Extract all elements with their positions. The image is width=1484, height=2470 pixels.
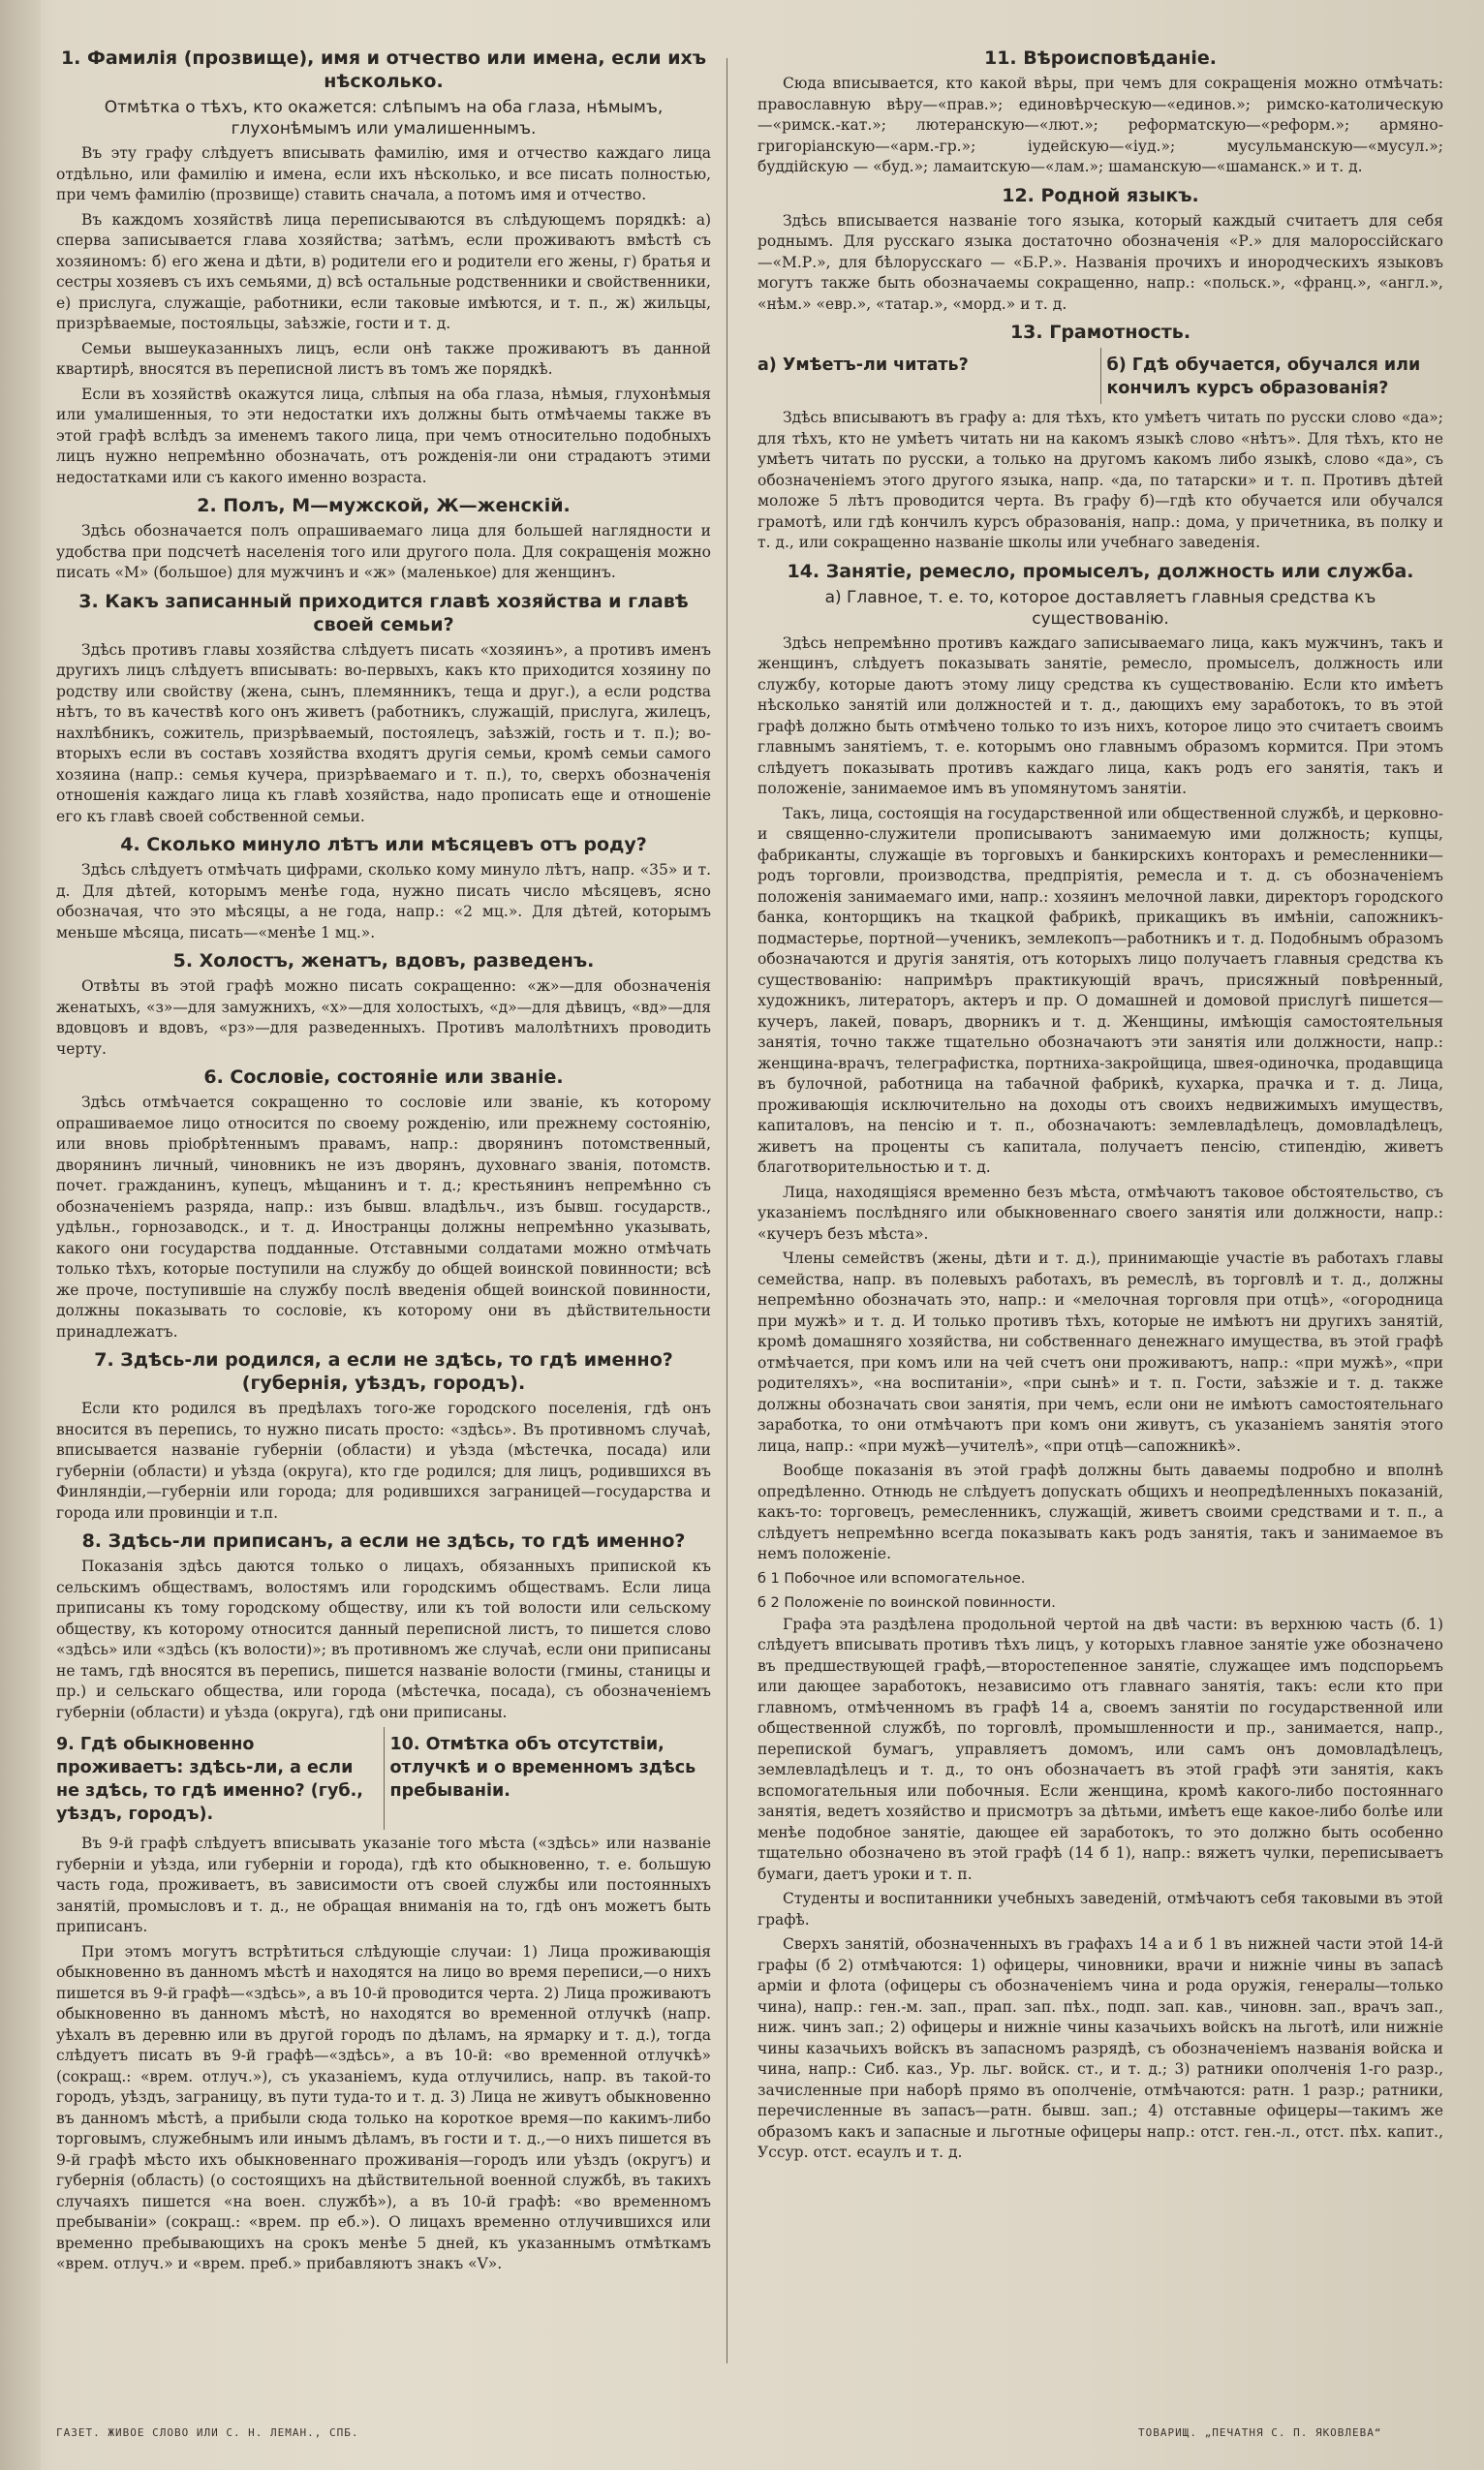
section-9-paragraph: При этомъ могутъ встрѣтиться слѣдующіе случаи: 1) Лица проживающія обыкновенно въ данномъ мѣстѣ и находятся на лицо во время переписи,—о нихъ пишется въ 9-й графѣ—«здѣсь», а въ 10-й проводится черта. 2) Лица проживаютъ обыкновенно въ данномъ мѣстѣ, но находятся во временной отлучкѣ (напр. уѣхалъ въ деревню или въ другой городъ по дѣламъ, на ярмарку и т. д.), тогда слѣдуетъ писать въ 9-й графѣ—«здѣсь», а въ 10-й: «во временной отлучкѣ» (сокращ.: «врем. отлуч.»), съ указаніемъ, куда отлучились, напр. въ такой-то городъ, уѣздъ, заграницу, въ пути туда-то и т. д. 3) Лица не живутъ обыкновенно въ данномъ мѣстѣ, а прибыли сюда только на короткое время—по какимъ-либо торговымъ, служебнымъ или инымъ дѣламъ, въ гости и т. д.,—о нихъ пишется въ 9-й графѣ мѣсто ихъ обыкновеннаго проживанія—городъ или уѣздъ (округъ) и губернія (область) (о состоящихъ на дѣйствительной военной службѣ, въ такихъ случаяхъ пишется «на воен. службѣ»), а въ 10-й графѣ: «во временномъ пребываніи» (сокращ.: «врем. пр еб.»). О лицахъ временно отлучившихся или временно пребывающихъ на срокъ менѣе 5 дней, къ указаннымъ отмѣткамъ «врем. отлуч.» и «врем. преб.» прибавляютъ знакъ «V».: [56, 1942, 711, 2272]
section-5-title: 5. Холостъ, женатъ, вдовъ, разведенъ.: [172, 950, 595, 972]
section-3-title: 3. Какъ записанный приходится главѣ хозяйства и главѣ своей семьи?: [78, 590, 689, 635]
section-1-subtitle: Отмѣтка о тѣхъ, кто окажется: слѣпымъ на оба глаза, нѣмымъ, глухонѣмымъ или умалишеннымъ.: [104, 98, 664, 139]
section-13b-title: б) Гдѣ обучается, обучался или кончилъ курсъ образованія?: [1106, 355, 1421, 398]
section-1-paragraph: Въ каждомъ хозяйствѣ лица переписываются въ слѣдующемъ порядкѣ: а) сперва записывается глава хозяйства; затѣмъ, если проживаютъ вмѣстѣ съ хозяиномъ: б) его жена и дѣти, в) родители его и родители его жены, г) братья и сестры хозяевъ съ ихъ семьями, д) всѣ остальные родственники и свойственники, е) прислуга, служащіе, работники, если таковые имѣются, и т. п., ж) жильцы, призрѣваемые, постояльцы, заѣзжіе, гости и т. д.: [56, 210, 711, 332]
section-14-paragraph: Такъ, лица, состоящія на государственной или общественной службѣ, и церковно-и священно-служители прописываютъ занимаемую ими должность; купцы, фабриканты, служащіе въ торговыхъ и банкирскихъ конторахъ и ремесленники—родъ торговли, производства, предпріятія, ремесла и т. д. съ обозначеніемъ положенія занимаемаго ими, напр.: хозяинъ мелочной лавки, директоръ городского банка, конторщикъ на ткацкой фабрикѣ, прикащикъ въ имѣніи, сапожникъ-подмастерье, портной—ученикъ, землекопъ—работникъ и т. д. Подобнымъ образомъ обозначаются и другія занятія, отъ которыхъ лицо получаетъ главныя средства къ существованію: напримѣръ практикующій врачъ, присяжный повѣренный, художникъ, литераторъ, актеръ и пр. О домашней и домовой прислугѣ пишется—кучеръ, лакей, поваръ, дворникъ и т. д. Женщины, имѣющія самостоятельныя занятія, точно также тщательно обозначаютъ эти занятія или должности, напр.: женщина-врачъ, телеграфистка, портниха-закройщица, швея-одиночка, продавщица въ булочной, работница на табачной фабрикѣ, кухарка, прачка и т. д. Лица, проживающія исключительно на доходы отъ своихъ недвижимыхъ имуществъ, капиталовъ, на пенсію и т. п., обозначаютъ: землевладѣлецъ, домовладѣлецъ, живетъ на проценты съ капитала, получаетъ пенсію, стипендію, живетъ благотворительностью и т. д.: [757, 804, 1443, 1176]
section-13a-title: а) Умѣетъ-ли читать?: [757, 355, 969, 375]
section-6-paragraph: Здѣсь отмѣчается сокращенно то сословіе или званіе, къ которому опрашиваемое лицо относится по своему рожденію, или прежнему состоянію, или вновь пріобрѣтеннымъ правамъ, напр.: дворянинъ потомственный, дворянинъ личный, чиновникъ не изъ дворянъ, духовнаго званія, потомств. почет. гражданинъ, купецъ, мѣщанинъ и т. д.; крестьянинъ непремѣнно съ обозначеніемъ разряда, напр.: изъ бывш. владѣльч., изъ бывш. государств., удѣльн., горнозаводск., и т. д. Иностранцы должны непремѣнно указывать, какого они государства подданные. Отставными солдатами можно отмѣчать только тѣхъ, которые поступили на службу до общей воинской повинности; всѣ же проче, поступившіе на службу послѣ введенія общей воинской повинности, должны показывать то сословіе, къ которому они въ дѣйствительности принадлежатъ.: [56, 1094, 711, 1341]
section-12-title: 12. Родной языкъ.: [1002, 184, 1199, 206]
section-14-paragraph: Здѣсь непремѣнно противъ каждаго записываемаго лица, какъ мужчинъ, такъ и женщинъ, слѣдуетъ показывать занятіе, ремесло, промыселъ, должность или службу, которые даютъ этому лицу средства къ существованію. Если кто имѣетъ нѣсколько занятій или должностей и т. д., дающихъ ему заработокъ, то въ этой графѣ должно быть отмѣчено только то изъ нихъ, которое лицо это считаетъ своимъ главнымъ занятіемъ, т. е. которымъ оно главнымъ образомъ кормится. При этомъ слѣдуетъ показывать противъ каждаго лица, какъ родъ его занятія, такъ и положеніе, занимаемое имъ въ упомянутомъ занятіи.: [757, 633, 1443, 797]
section-11-title: 11. Вѣроисповѣданіе.: [983, 47, 1218, 69]
section-4-paragraph: Здѣсь слѣдуетъ отмѣчать цифрами, сколько кому минуло лѣтъ, напр. «35» и т. д. Для дѣтей, которымъ менѣе года, нужно писать число мѣсяцевъ, ясно обозначая, что это мѣсяцы, а не года, напр.: «2 мц.». Для дѣтей, которымъ меньше мѣсяца, писать—«менѣе 1 мц.».: [56, 861, 711, 942]
section-10-title: 10. Отмѣтка объ отсутствіи, отлучкѣ и о временномъ здѣсь пребываніи.: [389, 1735, 696, 1801]
section-14-paragraph: Сверхъ занятій, обозначенныхъ въ графахъ 14 а и б 1 въ нижней части этой 14-й графы (б 2) отмѣчаются: 1) офицеры, чиновники, врачи и нижніе чины въ запасѣ арміи и флота (офицеры съ обозначеніемъ чина и рода оружія, генералы—только чина), напр.: ген.-м. зап., прап. зап. пѣх., подп. зап. кав., чиновн. зап., врачъ зап., ниж. чинъ зап.; 2) офицеры и нижніе чины казачьихъ войскъ на льготѣ, или нижніе чины казачьихъ войскъ въ запасномъ разрядѣ, съ обозначеніемъ названія войска и чина, напр.: Сиб. каз., Ур. льг. войск. ст., и т. д.; 3) ратники ополченія 1-го разр., зачисленные при наборѣ прямо въ ополченіе, отмѣчаются: ратн. 1 разр.; ратники, перечисленные въ запасъ—ратн. бывш. зап.; 4) отставные офицеры—такимъ же образомъ какъ и запасные и льготные офицеры напр.: отст. ген.-л., отст. пѣх. капит., Уссур. отст. есаулъ и т. д.: [757, 1935, 1443, 2161]
section-14-paragraph: Графа эта раздѣлена продольной чертой на двѣ части: въ верхнюю часть (б. 1) слѣдуетъ вписывать противъ тѣхъ лицъ, у которыхъ главное занятіе уже обозначено въ предшествующей графѣ,—второстепенное занятіе, служащее имъ подспорьемъ или дающее заработокъ, независимо отъ главнаго занятія, такъ: если кто при главномъ, отмѣченномъ въ графѣ 14 а, своемъ занятіи по государственной или общественной службѣ, по торговлѣ, промышленности и пр., занимается, напр., перепиской бумагъ, управляетъ домомъ, или самъ онъ домовладѣлецъ, землевладѣлецъ и т. д., то онъ обозначаетъ въ этой графѣ эти занятія, какъ вспомогательныя или побочныя. Если женщина, кромѣ какого-либо постояннаго занятія, ведетъ хозяйство и присмотръ за дѣтьми, имѣетъ еще какое-либо болѣе или менѣе подобное занятіе, дающее ей заработокъ, то это должно быть особенно тщательно обозначено въ этой графѣ (14 б 1), напр.: вяжетъ чулки, переписываетъ бумаги, даетъ уроки и т. п.: [757, 1615, 1443, 1883]
section-13-title: 13. Грамотность.: [1009, 322, 1191, 343]
section-9-title: 9. Гдѣ обыкновенно проживаетъ: здѣсь-ли, а если не здѣсь, то гдѣ именно? (губ., уѣздъ, городъ).: [56, 1735, 363, 1824]
section-6-title: 6. Сословіе, состояніе или званіе.: [203, 1066, 564, 1088]
section-4-title: 4. Сколько минуло лѣтъ или мѣсяцевъ отъ роду?: [120, 834, 647, 855]
sections-9-10-header: [56, 1727, 711, 1830]
section-13-paragraph: Здѣсь вписываютъ въ графу а: для тѣхъ, кто умѣетъ читать по русски слово «да»; для тѣхъ, кто не умѣетъ читать ни на какомъ языкѣ слово «нѣтъ». Для тѣхъ, кто не умѣетъ читать по русски, а только на другомъ какомъ либо языкѣ, слово «да», съ обозначеніемъ этого другого языка, напр. «да, по татарски» и т. п. Противъ дѣтей моложе 5 лѣтъ проводится черта. Въ графу б)—гдѣ кто обучается или обучался грамотѣ, или гдѣ кончилъ курсъ образованія, напр.: дома, у причетника, въ полку и т. д., или сокращенно названіе школы или учебнаго заведенія.: [757, 409, 1443, 551]
section-12-paragraph: Здѣсь вписывается названіе того языка, который каждый считаетъ для себя роднымъ. Для русскаго языка достаточно обозначенія «Р.» для малороссійскаго—«М.Р.», для бѣлорусскаго — «Б.Р.». Названія прочихъ и инородческихъ языковъ могутъ также быть обозначаемы сокращенно, напр.: «польск.», «франц.», «англ.», «нѣм.» «евр.», «татар.», «морд.» и т. д.: [757, 211, 1443, 313]
section-1-paragraph: Семьи вышеуказанныхъ лицъ, если онѣ также проживаютъ въ данной квартирѣ, вносятся въ переписной листъ въ томъ же порядкѣ.: [56, 339, 711, 378]
section-2-title: 2. Полъ, М—мужской, Ж—женскій.: [197, 495, 571, 516]
right-column: [757, 41, 1443, 2168]
header-divider: [384, 1727, 385, 1830]
section-5-paragraph: Отвѣты въ этой графѣ можно писать сокращенно: «ж»—для обозначенія женатыхъ, «з»—для замужнихъ, «х»—для холостыхъ, «д»—для дѣвицъ, «вд»—для вдовцовъ и вдовъ, «рз»—для разведенныхъ. Противъ малолѣтнихъ проводить черту.: [56, 977, 711, 1058]
section-14-paragraph: Вообще показанія въ этой графѣ должны быть даваемы подробно и вполнѣ опредѣленно. Отнюдь не слѣдуетъ допускать общихъ и неопредѣленныхъ показаній, какъ-то: торговецъ, ремесленникъ, служащій, живетъ своими средствами и т. п., а слѣдуетъ непремѣнно всегда показывать какъ родъ занятія, такъ и занимаемое въ немъ положеніе.: [757, 1462, 1443, 1562]
section-14-paragraph: Лица, находящіяся временно безъ мѣста, отмѣчаютъ таковое обстоятельство, съ указаніемъ послѣдняго или обыкновеннаго своего занятія или должности, напр.: «кучеръ безъ мѣста».: [757, 1183, 1443, 1243]
section-1-paragraph: Въ эту графу слѣдуетъ вписывать фамилію, имя и отчество каждаго лица отдѣльно, или фамилію и имена, если ихъ нѣсколько, и все писать полностью, при чемъ фамилію (прозвище) ставить сначала, а потомъ имя и отчество.: [56, 144, 711, 203]
section-14a-title: а) Главное, т. е. то, которое доставляетъ главныя средства къ существованію.: [824, 587, 1376, 629]
section-1-title: 1. Фамилія (прозвище), имя и отчество или имена, если ихъ нѣсколько.: [60, 47, 707, 92]
section-8-paragraph: Показанія здѣсь даются только о лицахъ, обязанныхъ припиской къ сельскимъ обществамъ, волостямъ или городскимъ обществамъ. Если лица приписаны къ тому городскому обществу, или къ той волости или сельскому обществу, къ которому относится данный переписной листъ, то пишется слово «здѣсь» или «здѣсь (къ волости)»; въ противномъ же случаѣ, если они приписаны не тамъ, гдѣ вносятся въ перепись, пишется названіе волости (гмины, станицы и пр.) и сельскаго общества, или города (мѣстечка, посада), съ обозначеніемъ губерніи (области) и уѣзда (округа), гдѣ они приписаны.: [56, 1558, 711, 1721]
section-7-title: 7. Здѣсь-ли родился, а если не здѣсь, то гдѣ именно? (губернія, уѣздъ, городъ).: [94, 1349, 673, 1394]
section-14-paragraph: Члены семействъ (жены, дѣти и т. д.), принимающіе участіе въ работахъ главы семейства, напр. въ полевыхъ работахъ, въ ремеслѣ, въ торговлѣ и т. д., должны непремѣнно обозначать это, напр.: и «мелочная торговля при отцѣ», «огородница при мужѣ» и т. д. И только противъ тѣхъ, которые не имѣютъ ни другихъ занятій, кромѣ домашняго хозяйства, ни собственнаго денежнаго имущества, въ этой графѣ отмѣчается, при комъ или на чей счетъ они проживаютъ, напр.: «при мужѣ», «при родителяхъ», «на воспитаніи», «при сынѣ» и т. п. Гости, заѣзжіе и т. д. также должны обозначать свои занятія, при чемъ, если они не имѣютъ самостоятельнаго заработка, то они отмѣчаютъ при комъ они живутъ, съ указаніемъ занятія этого лица, напр.: «при мужѣ—учителѣ», «при отцѣ—сапожникѣ».: [757, 1250, 1443, 1455]
section-3-paragraph: Здѣсь противъ главы хозяйства слѣдуетъ писать «хозяинъ», а противъ именъ другихъ лицъ слѣдуетъ вписывать: во-первыхъ, какъ кто приходится хозяину по родству или свойству (жена, сынъ, племянникъ, теща и друг.), а если родства нѣтъ, то въ качествѣ кого онъ живетъ (работникъ, служащій, прислуга, жилецъ, нахлѣбникъ, сожитель, призрѣваемый, постоялецъ, заѣзжій, гость и т. п.); во-вторыхъ если въ составъ хозяйства входятъ другія семьи, кромѣ семьи самого хозяина (напр.: семья кучера, призрѣваемаго и т. п.), то, сверхъ обозначенія отношенія каждаго лица къ главѣ хозяйства, надо прописать еще и отношеніе его къ главѣ своей собственной семьи.: [56, 640, 711, 825]
section-11-paragraph: Сюда вписывается, кто какой вѣры, при чемъ для сокращенія можно отмѣчать: православную вѣру—«прав.»; единовѣрческую—«единов.»; римско-католическую—«римск.-кат.»; лютеранскую—«лют.»; реформатскую—«реформ.»; армяно-григоріанскую—«арм.-гр.»; іудейскую—«іуд.»; мусульманскую—«мусул.»; буддійскую — «буд.»; ламаитскую—«лам.»; шаманскую—«шаманск.» и т. д.: [757, 75, 1443, 175]
section-14-title: 14. Занятіе, ремесло, промыселъ, должность или служба.: [787, 560, 1414, 582]
section-7-paragraph: Если кто родился въ предѣлахъ того-же городского поселенія, гдѣ онъ вносится въ перепись, то нужно писать просто: «здѣсь». Въ противномъ случаѣ, вписывается названіе губерніи (области) и уѣзда (мѣстечка, посада) или губерніи (области) и уѣзда (округа), кто где родился; для лицъ, родившихся въ Финляндіи,—губерніи или города; для родившихся заграницей—государства и города или провинціи и т.п.: [56, 1400, 711, 1522]
section-13-subheaders: [757, 348, 1443, 404]
printer-imprint-left: ГАЗЕТ. ЖИВОЕ СЛОВО ИЛИ С. Н. ЛЕМАН., СПБ.: [56, 2426, 359, 2439]
section-1-paragraph: Если въ хозяйствѣ окажутся лица, слѣпыя на оба глаза, нѣмыя, глухонѣмыя или умалишенныя, то эти недостатки ихъ должны быть отмѣчаемы также въ этой графѣ вслѣдъ за именемъ такого лица, при чемъ относительно подобныхъ лицъ нужно непремѣнно обозначать, отъ рожденія-ли они страдаютъ этими недостатками или съ какого именно возраста.: [56, 385, 711, 486]
section-14b2-title: б 2 Положеніе по воинской повинности.: [757, 1595, 1056, 1611]
section-8-title: 8. Здѣсь-ли приписанъ, а если не здѣсь, то гдѣ именно?: [81, 1530, 686, 1552]
section-2-paragraph: Здѣсь обозначается полъ опрашиваемаго лица для большей наглядности и удобства при подсчетѣ населенія того или другого пола. Для сокращенія можно писать «М» (большое) для мужчинъ и «ж» (маленькое) для женщинъ.: [56, 522, 711, 581]
section-14b1-title: б 1 Побочное или вспомогательное.: [757, 1570, 1026, 1587]
header-divider: [1100, 348, 1101, 404]
binding-edge: [0, 0, 41, 2470]
left-column: [56, 41, 711, 2279]
section-9-paragraph: Въ 9-й графѣ слѣдуетъ вписывать указаніе того мѣста («здѣсь» или названіе губерніи и уѣзда, или губерніи и города), гдѣ кто обыкновенно, т. е. большую часть года, проживаетъ, въ зависимости отъ своей службы или постоянныхъ занятій, промысловъ и т. д., не обращая вниманія на то, гдѣ онъ можетъ быть приписанъ.: [56, 1835, 711, 1935]
printer-imprint-right: ТОВАРИЩ. „ПЕЧАТНЯ С. П. ЯКОВЛЕВА“: [1138, 2426, 1382, 2439]
section-14-paragraph: Студенты и воспитанники учебныхъ заведеній, отмѣчаютъ себя таковыми въ этой графѣ.: [757, 1890, 1443, 1929]
